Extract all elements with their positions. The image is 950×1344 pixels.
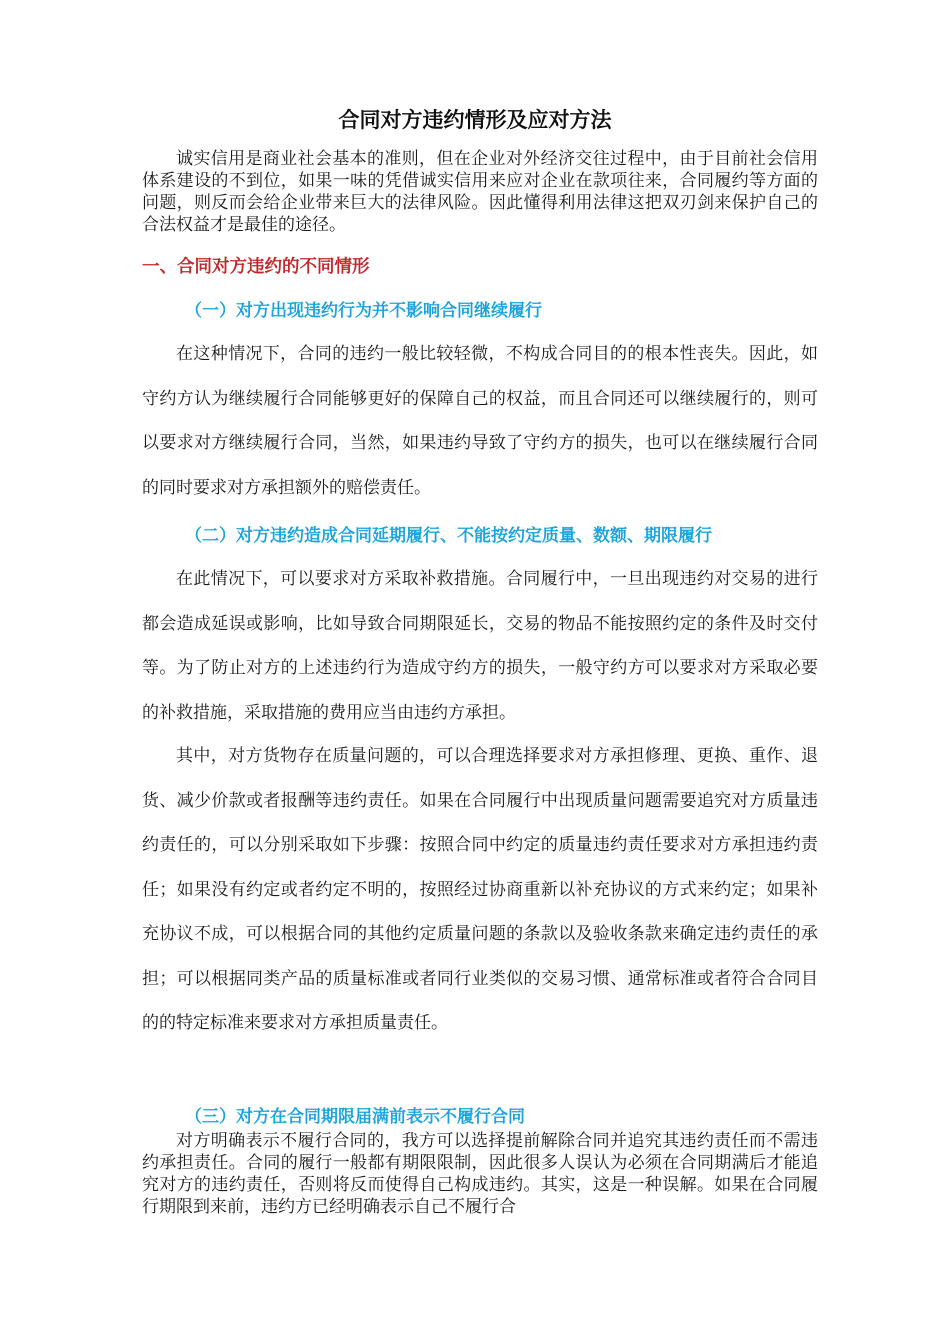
subsection-heading-1: （一）对方出现违约行为并不影响合同继续履行 xyxy=(185,301,542,321)
subsection-heading-3: （三）对方在合同期限届满前表示不履行合同 xyxy=(185,1107,525,1127)
subsection-1-paragraph: 在这种情况下，合同的违约一般比较轻微，不构成合同目的的根本性丧失。因此，如守约方认为继续履行合同能够更好的保障自己的权益，而且合同还可以继续履行的，则可以要求对方继续履行合同，当然，如果违约导致了守约方的损失，也可以在继续履行合同的同时要求对方承担额外的赔偿责任。 xyxy=(142,344,818,498)
subsection-2-paragraph-1: 在此情况下，可以要求对方采取补救措施。合同履行中，一旦出现违约对交易的进行都会造成延误或影响，比如导致合同期限延长，交易的物品不能按照约定的条件及时交付等。为了防止对方的上述违约行为造成守约方的损失，一般守约方可以要求对方采取必要的补救措施，采取措施的费用应当由违约方承担。 xyxy=(142,569,818,723)
subsection-3-paragraph: 对方明确表示不履行合同的，我方可以选择提前解除合同并追究其违约责任而不需违约承担责任。合同的履行一般都有期限限制，因此很多人误认为必须在合同期满后才能追究对方的违约责任，否则将反而使得自己构成违约。其实，这是一种误解。如果在合同履行期限到来前，违约方已经明确表示自己不履行合 xyxy=(142,1131,818,1217)
subsection-2-paragraph-2: 其中，对方货物存在质量问题的，可以合理选择要求对方承担修理、更换、重作、退货、减少价款或者报酬等违约责任。如果在合同履行中出现质量问题需要追究对方质量违约责任的，可以分别采取如下步骤：按照合同中约定的质量违约责任要求对方承担违约责任；如果没有约定或者约定不明的，按照经过协商重新以补充协议的方式来约定；如果补充协议不成，可以根据合同的其他约定质量问题的条款以及验收条款来确定违约责任的承担；可以根据同类产品的质量标准或者同行业类似的交易习惯、通常标准或者符合合同目的的特定标准来要求对方承担质量责任。 xyxy=(142,746,818,1033)
intro-paragraph: 诚实信用是商业社会基本的准则，但在企业对外经济交往过程中，由于目前社会信用体系建设的不到位，如果一味的凭借诚实信用来应对企业在款项往来，合同履约等方面的问题，则反而会给企业带来巨大的法律风险。因此懂得利用法律这把双刃剑来保护自己的合法权益才是最佳的途径。 xyxy=(142,149,818,235)
subsection-heading-2: （二）对方违约造成合同延期履行、不能按约定质量、数额、期限履行 xyxy=(185,526,712,546)
document-title: 合同对方违约情形及应对方法 xyxy=(338,108,612,132)
section-heading-1: 一、合同对方违约的不同情形 xyxy=(142,257,370,277)
